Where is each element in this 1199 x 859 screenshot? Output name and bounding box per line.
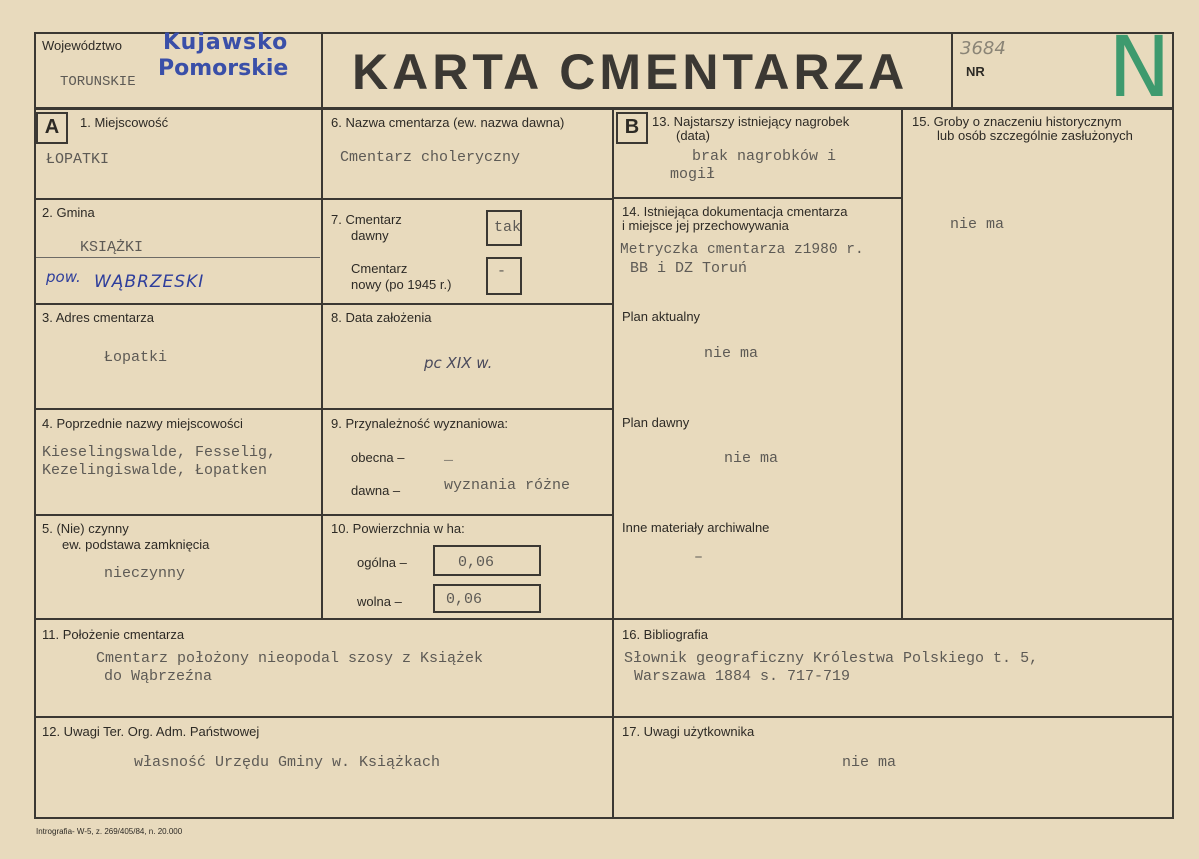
f11-line-2: do Wąbrzeźna [104, 668, 213, 685]
f2-pow-value: WĄBRZESKI [94, 272, 205, 292]
f7-dawny-label-1: 7. Cmentarz [331, 212, 402, 227]
f16-line-1: Słownik geograficzny Królestwa Polskiego t. 5, [624, 650, 1039, 667]
plan-aktualny-label: Plan aktualny [622, 309, 701, 324]
inne-label: Inne materiały archiwalne [622, 520, 770, 535]
f1-label: 1. Miejscowość [80, 115, 169, 130]
f15-label-2: lub osób szczególnie zasłużonych [937, 128, 1133, 143]
frame-bottom [34, 817, 1174, 819]
f14-label-1: 14. Istniejąca dokumentacja cmentarza [622, 204, 848, 219]
col-divider-3 [901, 108, 903, 620]
f9-obecna-value: _ [444, 447, 454, 464]
f14-label-2: i miejsce jej przechowywania [622, 218, 789, 233]
f10-wolna-value: 0,06 [446, 591, 483, 608]
section-a-box: A [36, 112, 68, 144]
f9-label: 9. Przynależność wyznaniowa: [331, 416, 509, 431]
torunskie-text: TORUNSKIE [60, 74, 136, 90]
f8-label: 8. Data założenia [331, 310, 432, 325]
f2-label: 2. Gmina [42, 205, 95, 220]
f10-ogolna-label: ogólna – [357, 555, 407, 570]
f16-line-2: Warszawa 1884 s. 717-719 [634, 668, 851, 685]
f4-label: 4. Poprzednie nazwy miejscowości [42, 416, 243, 431]
nr-value: 3684 [960, 38, 1006, 59]
frame-right [1172, 32, 1174, 819]
f3-value: Łopatki [104, 349, 168, 366]
f9-dawna-value: wyznania różne [444, 477, 571, 494]
plan-dawny-value: nie ma [724, 450, 779, 467]
nr-label: NR [966, 64, 985, 79]
f7-nowy-label-1: Cmentarz [351, 261, 408, 276]
f7-nowy-value: - [497, 263, 507, 280]
f4-line-2: Kezelingiswalde, Łopatken [42, 462, 268, 479]
page-title: KARTA CMENTARZA [352, 44, 909, 100]
f10-wolna-label: wolna – [357, 594, 402, 609]
stamp-line-2: Pomorskie [158, 56, 289, 81]
f8-value: pc XIX w. [424, 354, 493, 372]
f16-label: 16. Bibliografia [622, 627, 708, 642]
footer-print-info: Intrografia- W-5, z. 269/405/84, n. 20.000 [36, 827, 183, 836]
f9-obecna-label: obecna – [351, 450, 405, 465]
wojewodztwo-label: Województwo [42, 38, 122, 53]
f5-label-1: 5. (Nie) czynny [42, 521, 129, 536]
gmina-underline [36, 257, 320, 258]
row-line-5 [34, 618, 1174, 620]
f13-line-1: brak nagrobków i [692, 148, 837, 165]
f9-dawna-label: dawna – [351, 483, 401, 498]
f2-value: KSIĄŻKI [80, 239, 144, 256]
col3-line-1 [613, 197, 903, 199]
f2-pow-prefix: pow. [46, 268, 81, 286]
row-line-1 [34, 198, 614, 200]
plan-dawny-label: Plan dawny [622, 415, 690, 430]
f7-nowy-label-2: nowy (po 1945 r.) [351, 277, 452, 292]
row-line-3 [34, 408, 614, 410]
f12-label: 12. Uwagi Ter. Org. Adm. Państwowej [42, 724, 260, 739]
f10-ogolna-value: 0,06 [458, 554, 495, 571]
f11-line-1: Cmentarz położony nieopodal szosy z Książek [96, 650, 484, 667]
f17-label: 17. Uwagi użytkownika [622, 724, 755, 739]
frame-left [34, 32, 36, 819]
header-divider [34, 107, 1174, 110]
corner-letter: N [1108, 18, 1171, 116]
col-divider-2 [612, 108, 614, 818]
f7-dawny-label-2: dawny [351, 228, 389, 243]
f11-label: 11. Położenie cmentarza [42, 627, 185, 642]
f10-label: 10. Powierzchnia w ha: [331, 521, 465, 536]
f4-line-1: Kieselingswalde, Fesselig, [42, 444, 277, 461]
f14-line-1: Metryczka cmentarza z1980 r. [620, 242, 864, 258]
f5-label-2: ew. podstawa zamknięcia [62, 537, 210, 552]
f13-label-1: 13. Najstarszy istniejący nagrobek [652, 114, 850, 129]
f15-value: nie ma [950, 216, 1005, 233]
col-divider-1 [321, 32, 323, 620]
row-line-2 [34, 303, 614, 305]
f5-value: nieczynny [104, 565, 186, 582]
f1-value: ŁOPATKI [46, 151, 110, 168]
f6-label: 6. Nazwa cmentarza (ew. nazwa dawna) [331, 115, 565, 130]
f15-label-1: 15. Groby o znaczeniu historycznym [912, 114, 1122, 129]
inne-value: – [694, 549, 704, 566]
header-nr-divider [951, 32, 953, 109]
f17-value: nie ma [842, 754, 897, 771]
section-b-box: B [616, 112, 648, 144]
f13-label-2: (data) [676, 128, 710, 143]
f6-value: Cmentarz choleryczny [340, 149, 521, 166]
f14-line-2: BB i DZ Toruń [630, 260, 748, 277]
f7-dawny-value: tak [494, 219, 522, 236]
plan-aktualny-value: nie ma [704, 345, 759, 362]
stamp-line-1: Kujawsko [163, 30, 289, 55]
row-line-4 [34, 514, 614, 516]
f13-line-2: mogił [670, 166, 716, 183]
f3-label: 3. Adres cmentarza [42, 310, 154, 325]
row-line-6 [34, 716, 1174, 718]
f12-value: własność Urzędu Gminy w. Książkach [134, 754, 441, 771]
